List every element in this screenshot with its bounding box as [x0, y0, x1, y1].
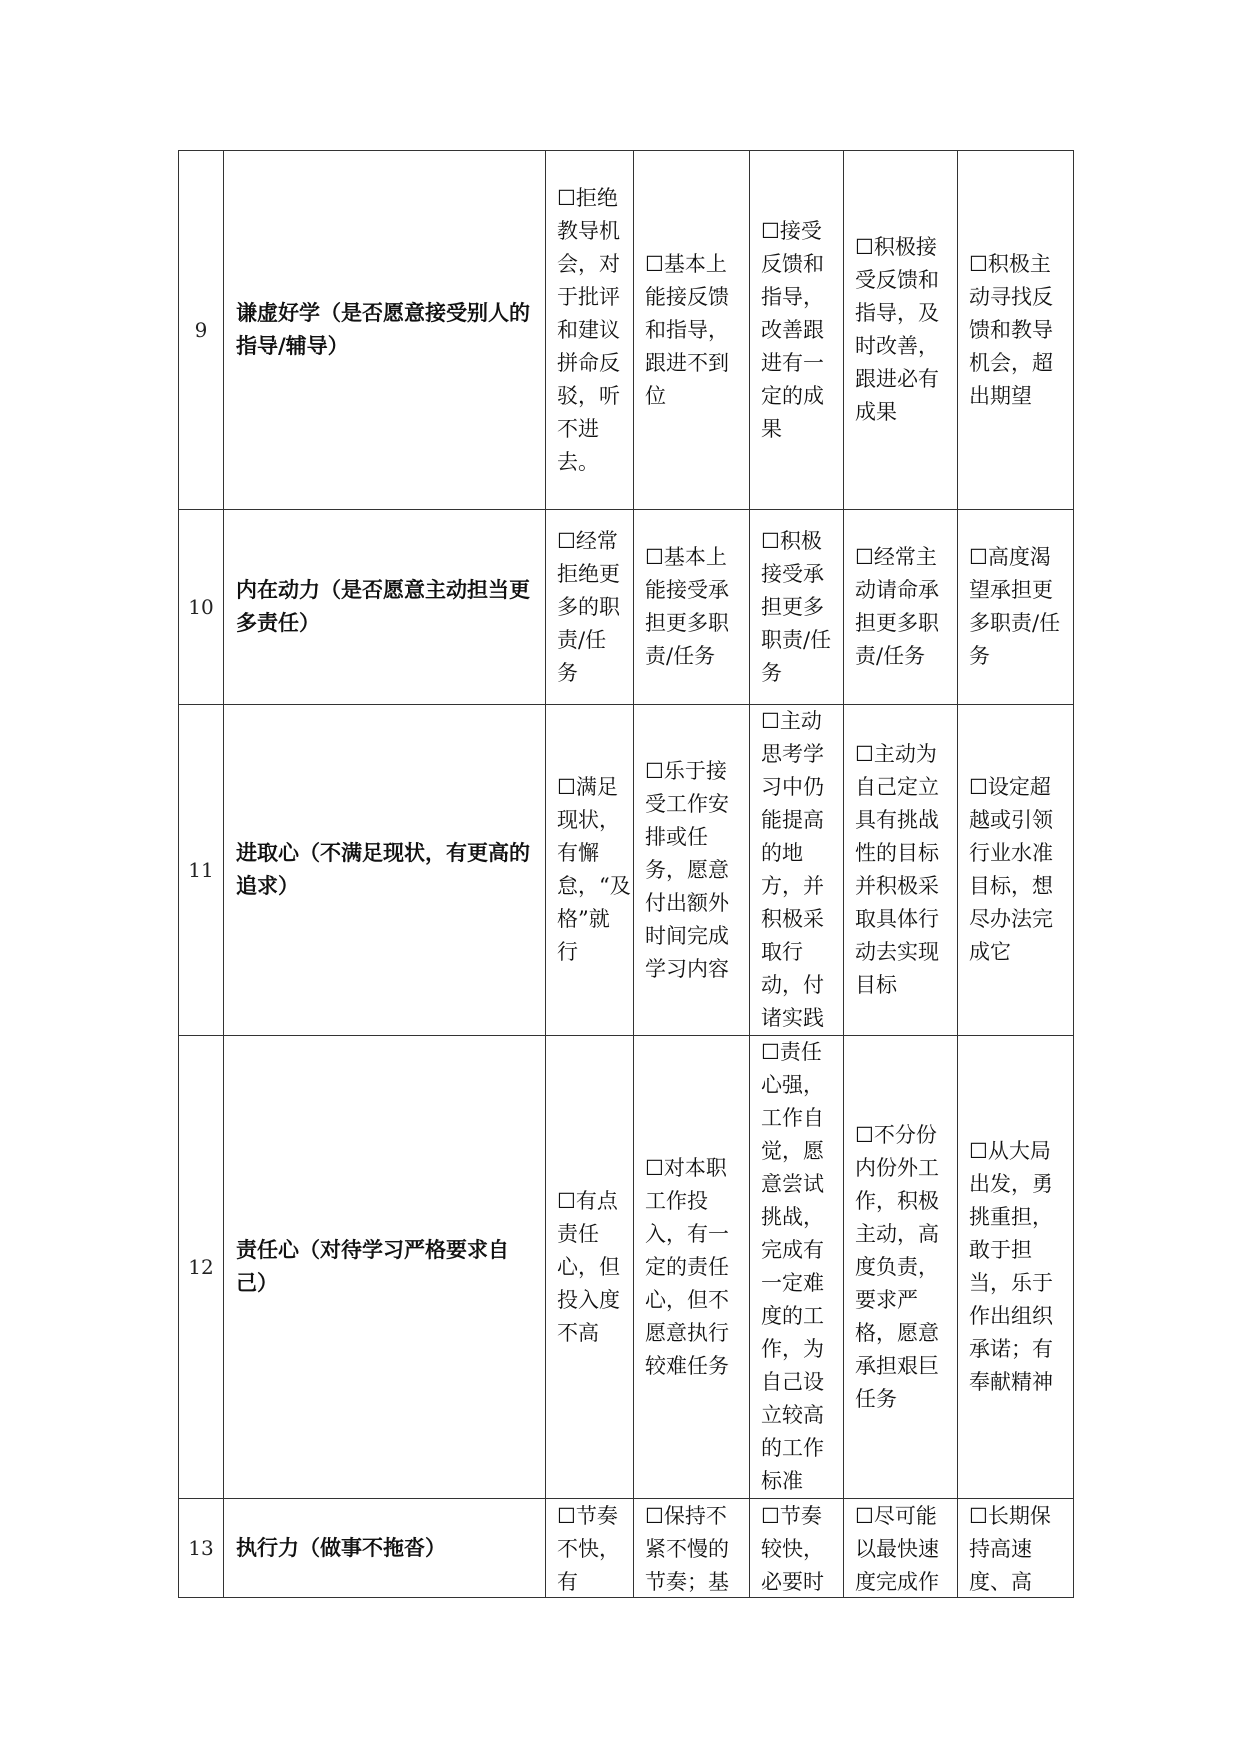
option-level-1[interactable]: ☐满足现状，有懈怠，“及格”就行 [546, 705, 634, 1036]
evaluation-table [178, 150, 1074, 1598]
option-level-3[interactable] [750, 1499, 844, 1598]
option-level-5[interactable]: ☐设定超越或引领行业水准目标，想尽办法完成它 [958, 705, 1074, 1036]
option-level-4[interactable] [844, 1499, 958, 1598]
evaluation-item: 谦虚好学（是否愿意接受别人的指导/辅导） [224, 151, 546, 510]
option-level-1[interactable] [546, 1499, 634, 1598]
option-text: ☐节奏较快，必要时 [761, 1504, 824, 1594]
evaluation-item: 进取心（不满足现状，有更高的追求） [224, 705, 546, 1036]
option-text: ☐节奏不快，有 [557, 1504, 620, 1594]
option-level-5[interactable]: ☐高度渴望承担更多职责/任务 [958, 510, 1074, 705]
table-row [179, 1036, 1074, 1499]
evaluation-item: 内在动力（是否愿意主动担当更多责任） [224, 510, 546, 705]
row-number: 13 [179, 1499, 224, 1598]
option-level-5[interactable] [958, 1499, 1074, 1598]
option-level-1[interactable]: ☐有点责任心，但投入度不高 [546, 1036, 634, 1499]
option-text: ☐尽可能以最快速度完成作 [855, 1504, 939, 1594]
option-text: ☐长期保持高速度、高 [969, 1504, 1051, 1594]
table-row [179, 510, 1074, 705]
row-number: 10 [179, 510, 224, 705]
option-level-4[interactable]: ☐主动为自己定立具有挑战性的目标并积极采取具体行动去实现目标 [844, 705, 958, 1036]
option-level-3[interactable]: ☐主动思考学习中仍能提高的地方，并积极采取行动，付诸实践 [750, 705, 844, 1036]
row-number: 9 [179, 151, 224, 510]
option-level-5[interactable]: ☐从大局出发，勇挑重担，敢于担当，乐于作出组织承诺；有奉献精神 [958, 1036, 1074, 1499]
option-level-3[interactable]: ☐接受反馈和指导，改善跟进有一定的成果 [750, 151, 844, 510]
table-row [179, 151, 1074, 510]
evaluation-item: 责任心（对待学习严格要求自己） [224, 1036, 546, 1499]
option-level-4[interactable]: ☐经常主动请命承担更多职责/任务 [844, 510, 958, 705]
option-level-1[interactable]: ☐经常拒绝更多的职责/任务 [546, 510, 634, 705]
option-text: ☐保持不紧不慢的节奏；基 [645, 1504, 729, 1594]
option-level-2[interactable]: ☐基本上能接反馈和指导，跟进不到位 [634, 151, 750, 510]
option-level-1[interactable]: ☐拒绝教导机会，对于批评和建议拼命反驳，听不进去。 [546, 151, 634, 510]
evaluation-item: 执行力（做事不拖沓） [224, 1499, 546, 1598]
row-number: 11 [179, 705, 224, 1036]
option-level-3[interactable]: ☐积极接受承担更多职责/任务 [750, 510, 844, 705]
option-level-4[interactable]: ☐积极接受反馈和指导，及时改善，跟进必有成果 [844, 151, 958, 510]
option-level-2[interactable] [634, 1499, 750, 1598]
option-level-2[interactable]: ☐对本职工作投入，有一定的责任心，但不愿意执行较难任务 [634, 1036, 750, 1499]
option-level-2[interactable]: ☐基本上能接受承担更多职责/任务 [634, 510, 750, 705]
option-level-4[interactable]: ☐不分份内份外工作，积极主动，高度负责，要求严格，愿意承担艰巨任务 [844, 1036, 958, 1499]
table-row [179, 705, 1074, 1036]
row-number: 12 [179, 1036, 224, 1499]
option-level-3[interactable]: ☐责任心强，工作自觉，愿意尝试挑战，完成有一定难度的工作，为自己设立较高的工作标准 [750, 1036, 844, 1499]
option-level-2[interactable]: ☐乐于接受工作安排或任务，愿意付出额外时间完成学习内容 [634, 705, 750, 1036]
option-level-5[interactable]: ☐积极主动寻找反馈和教导机会，超出期望 [958, 151, 1074, 510]
table-row [179, 1499, 1074, 1598]
